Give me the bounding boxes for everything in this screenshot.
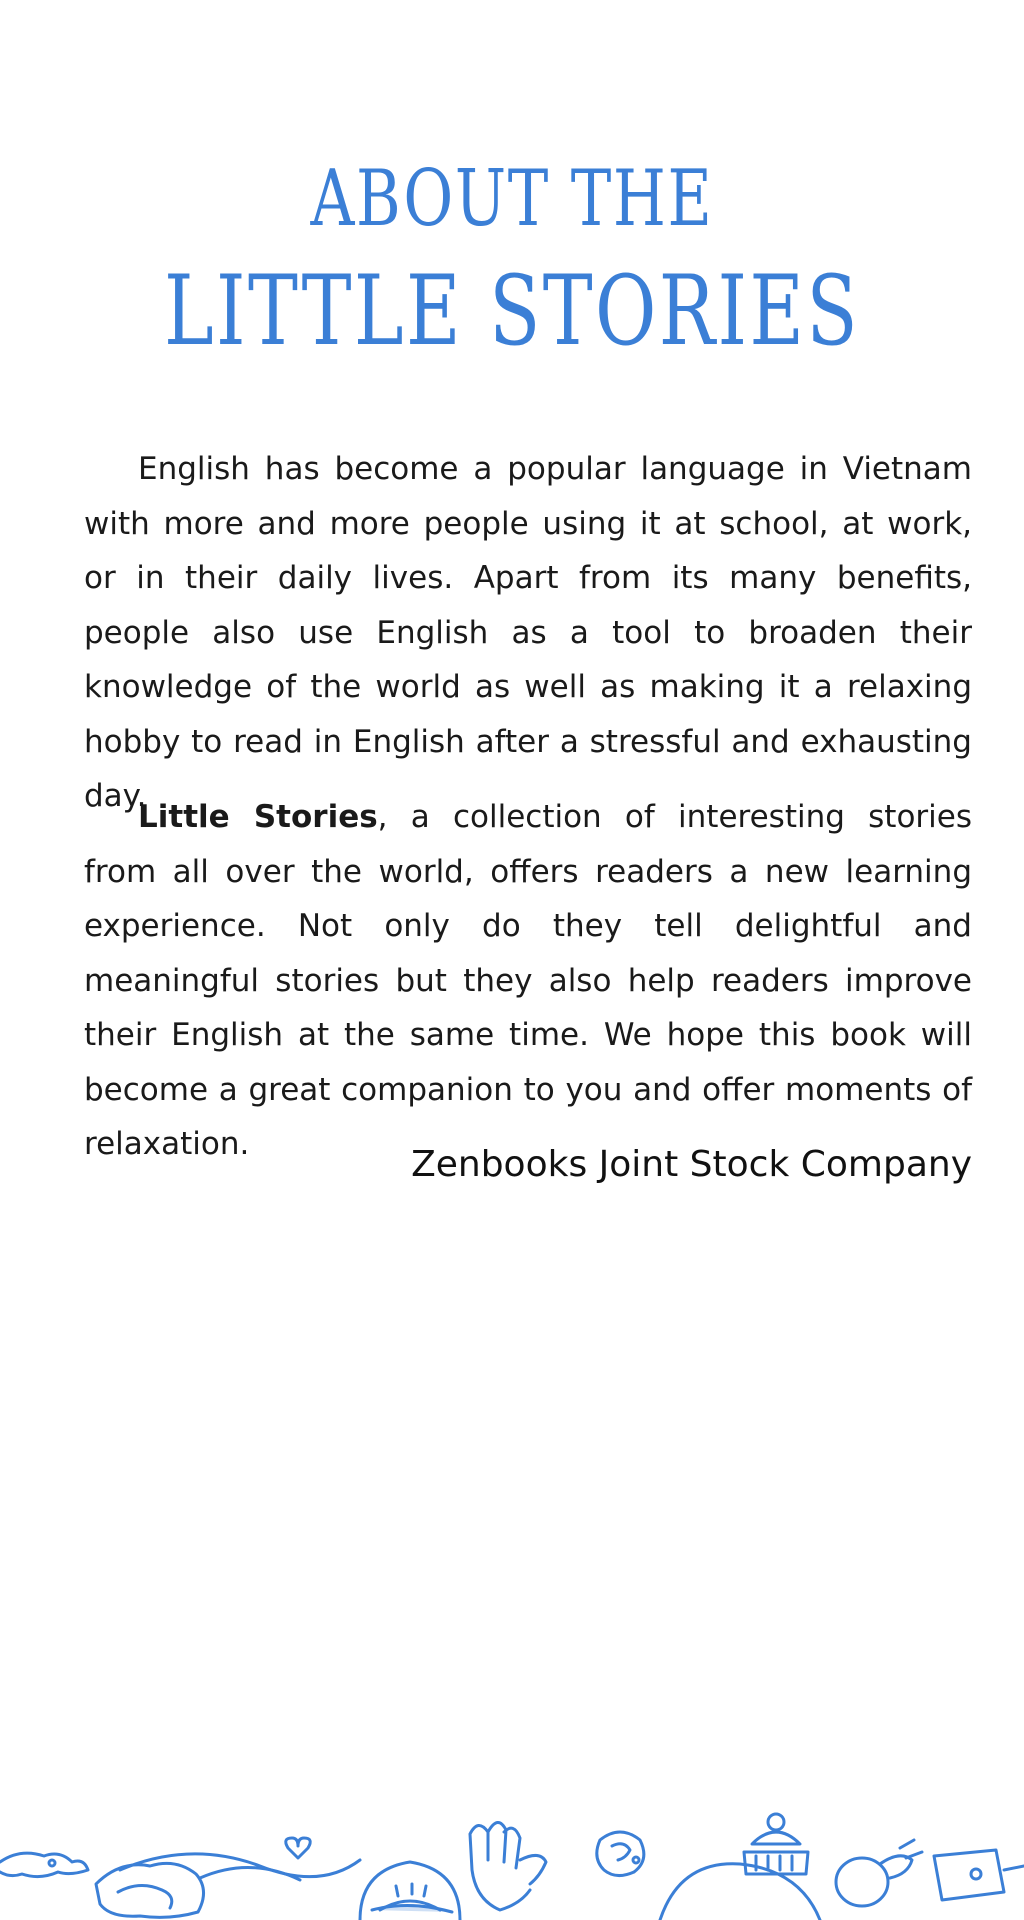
- doodle-illustrations-icon: [0, 1800, 1024, 1920]
- publisher-signature: Zenbooks Joint Stock Company: [411, 1144, 972, 1185]
- paragraph-2-text: , a collection of interesting stories from all over the world, offers readers a new learning experience. Not only do they tell delightful and meaningful stories but they also help readers improve their English at the same time. We hope this book will become a great companion to you and offer moments of relaxation.: [84, 799, 972, 1162]
- second-paragraph: [84, 790, 972, 1172]
- paragraph-2: [84, 790, 972, 1172]
- title-line-1: ABOUT THE: [310, 154, 714, 244]
- title-line-2: LITTLE STORIES: [163, 255, 861, 367]
- intro-paragraph: [84, 442, 972, 824]
- book-title-bold: Little Stories: [138, 799, 378, 835]
- paragraph-1-text: English has become a popular language in Vietnam with more and more people using it at school, at work, or in their daily lives. Apart from its many benefits, people also use English as a tool to broaden their knowledge of the world as well as making it a relaxing hobby to read in English after a stressful and exhausting day.: [84, 451, 972, 814]
